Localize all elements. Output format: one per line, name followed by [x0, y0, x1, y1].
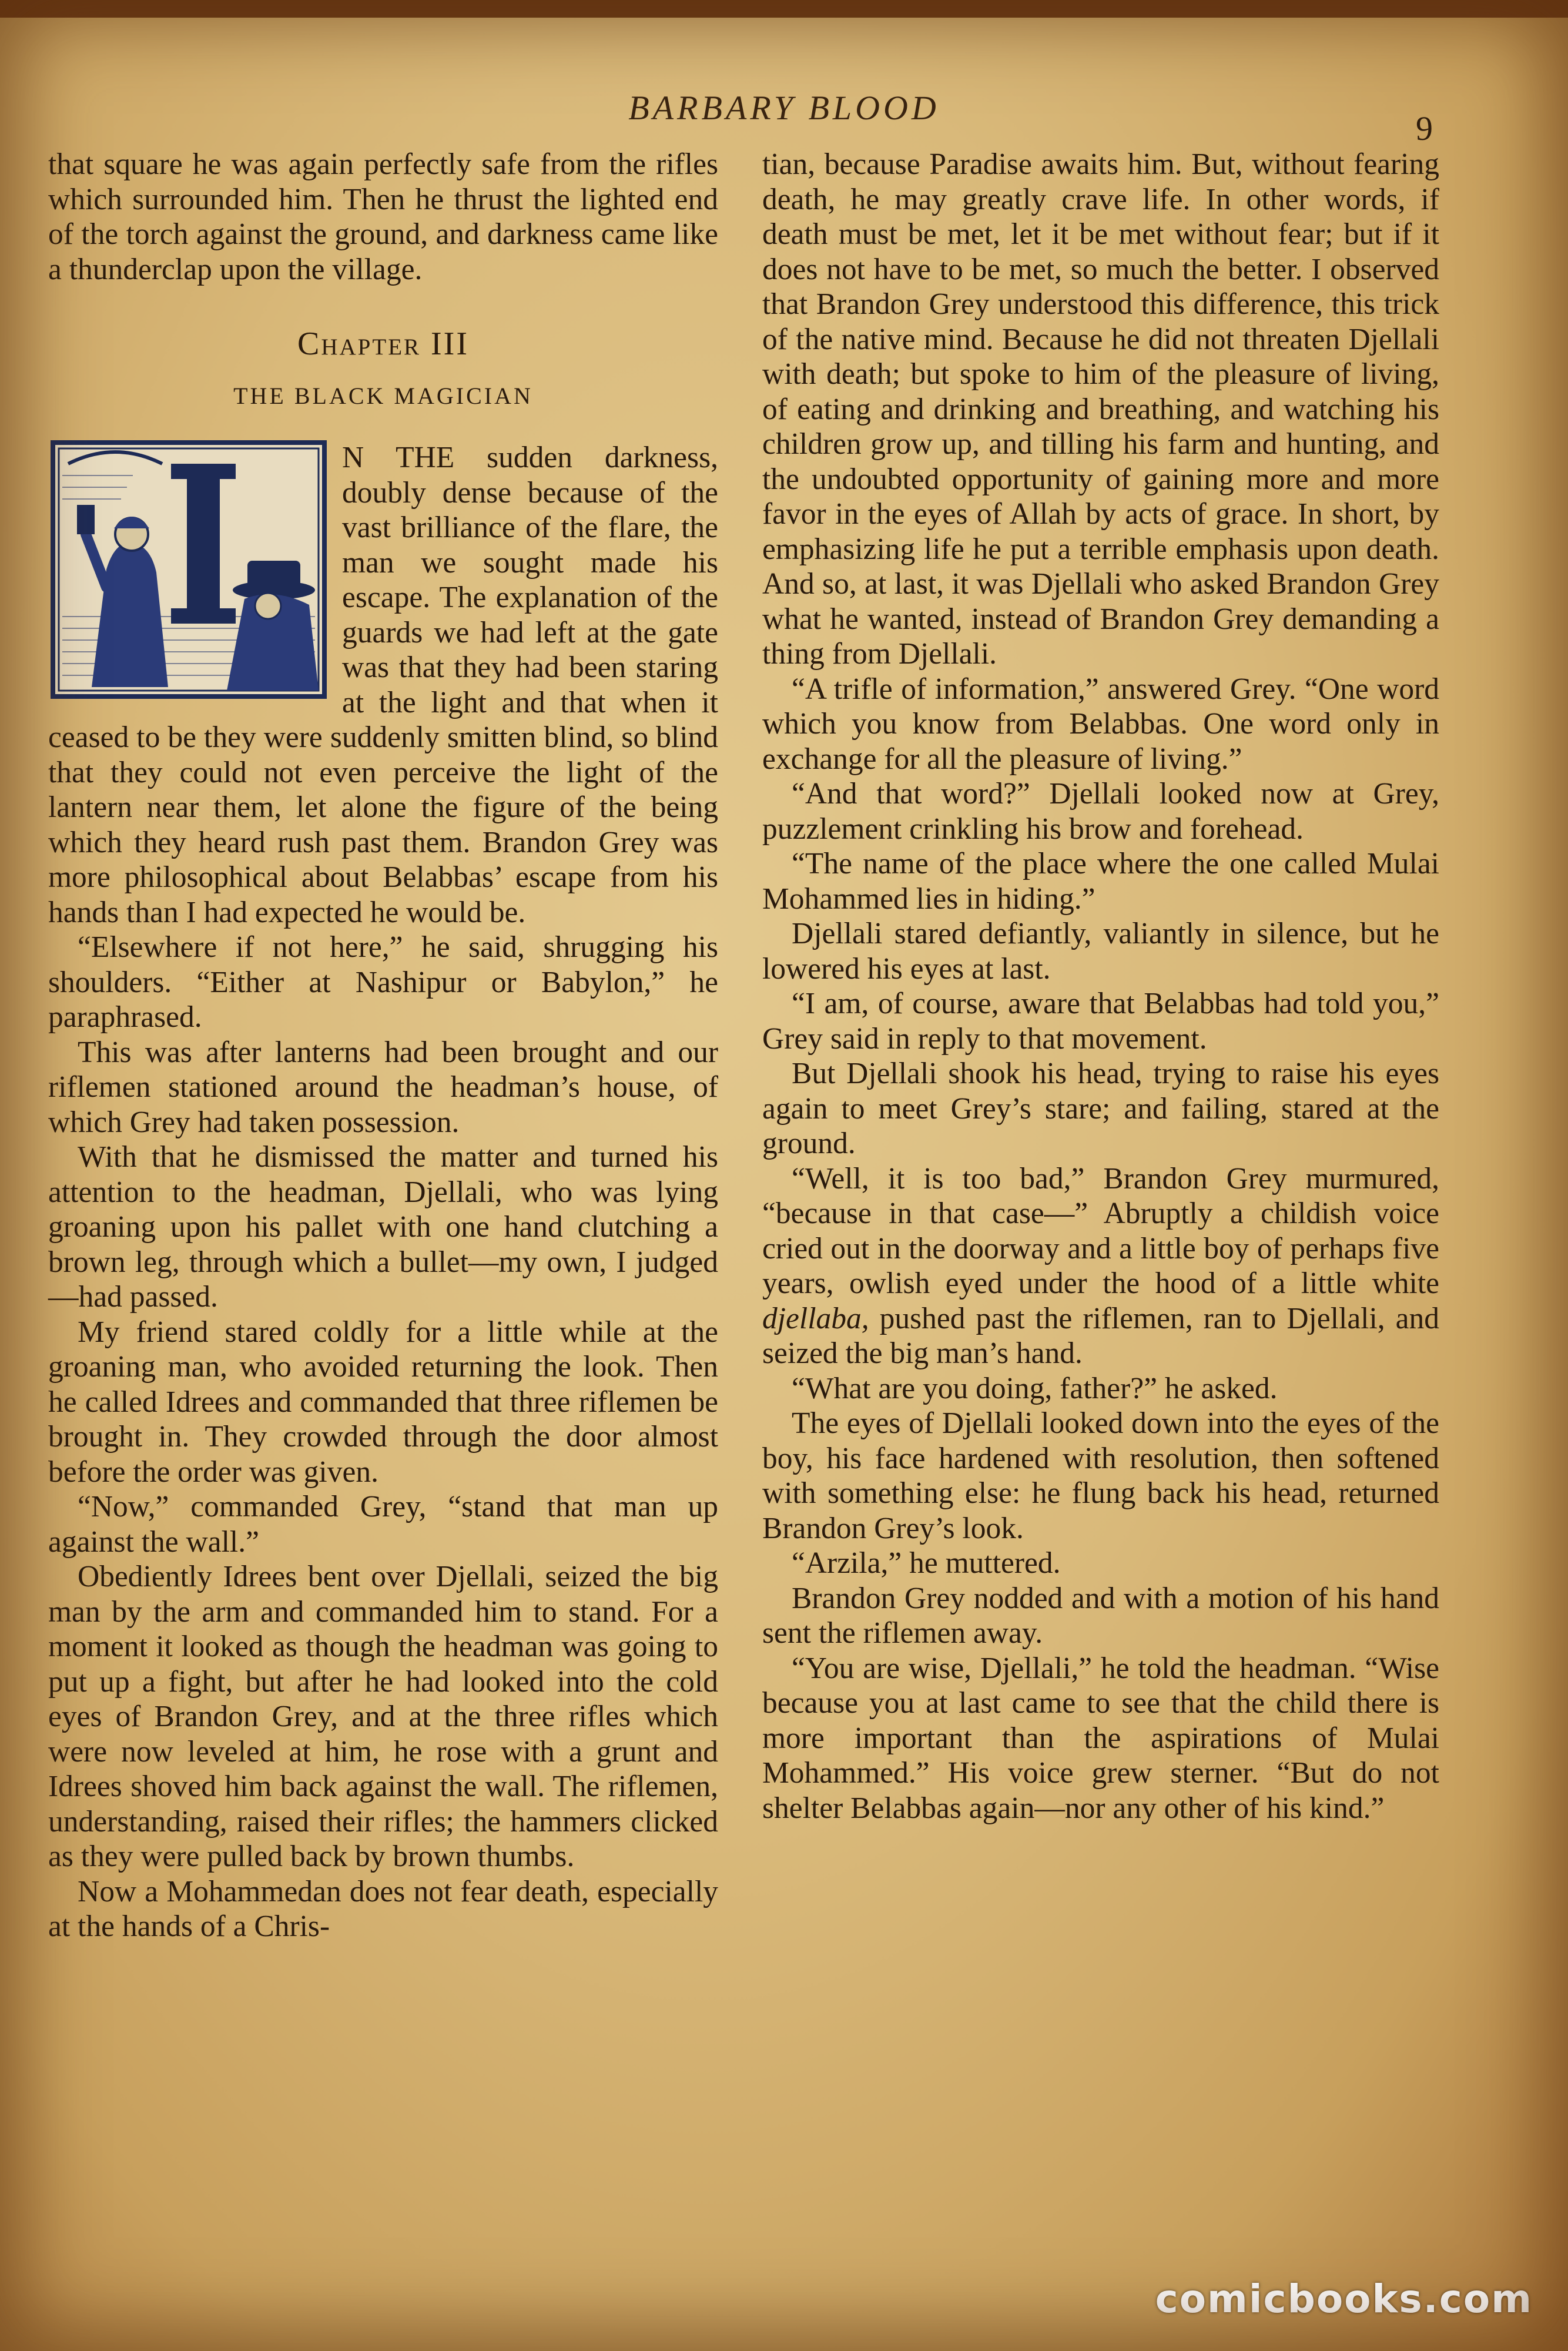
paragraph-text: “Well, it is too bad,” Brandon Grey murmured, “because in that case—” Abruptly a childish voice cried out in the doorway and a little boy of perhaps five years, owlish eyed under the hood of a little white — [762, 1161, 1439, 1300]
watermark: comicbooks.com — [1155, 2276, 1533, 2322]
paragraph: “And that word?” Djellali looked now at Grey, puzzlement crinkling his brow and forehead. — [762, 777, 1439, 846]
page-number: 9 — [1416, 109, 1433, 148]
left-column — [48, 147, 718, 1944]
paragraph: Obediently Idrees bent over Djellali, seized the big man by the arm and commanded him to stand. For a moment it looked as though the headman was going to put up a fight, but after he had looked into the cold eyes of Brandon Grey, and at the three rifles which were now leveled at him, he rose with a grunt and Idrees shoved him back against the wall. The riflemen, understanding, raised their rifles; the hammers clicked as they were pulled back by brown thumbs. — [48, 1560, 718, 1873]
paragraph: But Djellali shook his head, trying to raise his eyes again to meet Grey’s stare; and failing, stared at the ground. — [762, 1057, 1439, 1160]
paragraph: This was after lanterns had been brought and our riflemen stationed around the headman’s house, of which Grey had taken possession. — [48, 1035, 718, 1139]
paragraph: tian, because Paradise awaits him. But, without fearing death, he may greatly crave life. In other words, if death must be met, let it be met without fear; but if it does not have to be met, so much the better. I observed that Brandon Grey understood this difference, this trick of the native mind. Because he did not threaten Djellali with death; but spoke to him of the pleasure of living, of eating and drinking and breathing, and watching his children grow up, and tilling his farm and hunting, and the undoubted opportunity of gaining more and more favor in the eyes of Allah by acts of grace. In short, by emphasizing life he put a terrible emphasis upon death. And so, at last, it was Djellali who asked Brandon Grey what he wanted, instead of Brandon Grey demanding a thing from Djellali. — [762, 148, 1439, 671]
paragraph: The eyes of Djellali looked down into the eyes of the boy, his face hardened with resolution, then softened with something else: he flung back his head, returned Brandon Grey’s look. — [762, 1406, 1439, 1545]
chapter-subtitle: THE BLACK MAGICIAN — [233, 382, 533, 409]
paragraph: “Arzila,” he muttered. — [792, 1546, 1061, 1580]
paragraph: “Now,” commanded Grey, “stand that man up against the wall.” — [48, 1490, 718, 1559]
page-top-edge — [0, 0, 1568, 18]
italic-word: djellaba, — [762, 1301, 869, 1335]
paragraph: “Elsewhere if not here,” he said, shrugging his shoulders. “Either at Nashipur or Babylon,” he paraphrased. — [48, 930, 718, 1034]
paragraph: that square he was again perfectly safe from the rifles which surrounded him. Then he thrust the lighted end of the torch against the ground, and darkness came like a thunderclap upon the village. — [48, 148, 718, 286]
paragraph: “What are you doing, father?” he asked. — [792, 1371, 1278, 1405]
paragraph — [762, 1161, 1439, 1371]
chapter-title: Chapter III — [297, 326, 469, 362]
paragraph: Djellali stared defiantly, valiantly in silence, but he lowered his eyes at last. — [762, 917, 1439, 986]
right-column — [762, 147, 1439, 1826]
magician-illustration-icon — [51, 440, 327, 699]
paragraph: “You are wise, Djellali,” he told the headman. “Wise because you at last came to see that the child there is more important than the aspirations of Mulai Mohammed.” His voice grew sterner. “But do not shelter Belabbas again—nor any other of his kind.” — [762, 1651, 1439, 1825]
paragraph: “A trifle of information,” answered Grey. “One word which you know from Belabbas. One word only in exchange for all the pleasure of living.” — [762, 672, 1439, 776]
paragraph: Brandon Grey nodded and with a motion of his hand sent the riflemen away. — [762, 1581, 1439, 1650]
paragraph: Now a Mohammedan does not fear death, especially at the hands of a Chris- — [48, 1874, 718, 1943]
paragraph: “The name of the place where the one called Mulai Mohammed lies in hiding.” — [762, 847, 1439, 916]
paragraph: N THE sudden darkness, doubly dense because of the vast brilliance of the flare, the man we sought made his escape. The explanation of the guards we had left at the gate was that they had been staring at the light and that when it ceased to be they were suddenly smitten blind, so blind that they could not even perceive the light of the lantern near them, let alone the figure of the being which they heard rush past them. Brandon Grey was more philosophical about Belabbas’ escape from his hands than I had expected he would be. — [48, 441, 718, 929]
dropcap-illustration — [51, 440, 327, 699]
running-title: BARBARY BLOOD — [628, 89, 940, 127]
paragraph: “I am, of course, aware that Belabbas had told you,” Grey said in reply to that movement. — [762, 987, 1439, 1056]
paragraph: My friend stared coldly for a little while at the groaning man, who avoided returning the look. Then he called Idrees and commanded that three riflemen be brought in. They crowded through the door almost before the order was given. — [48, 1315, 718, 1489]
paragraph: With that he dismissed the matter and turned his attention to the headman, Djellali, who was lying groaning upon his pallet with one hand clutching a brown leg, through which a bullet—my own, I judged —had passed. — [48, 1140, 718, 1314]
paragraph-text: pushed past the riflemen, ran to Djellali, and seized the big man’s hand. — [762, 1301, 1439, 1370]
